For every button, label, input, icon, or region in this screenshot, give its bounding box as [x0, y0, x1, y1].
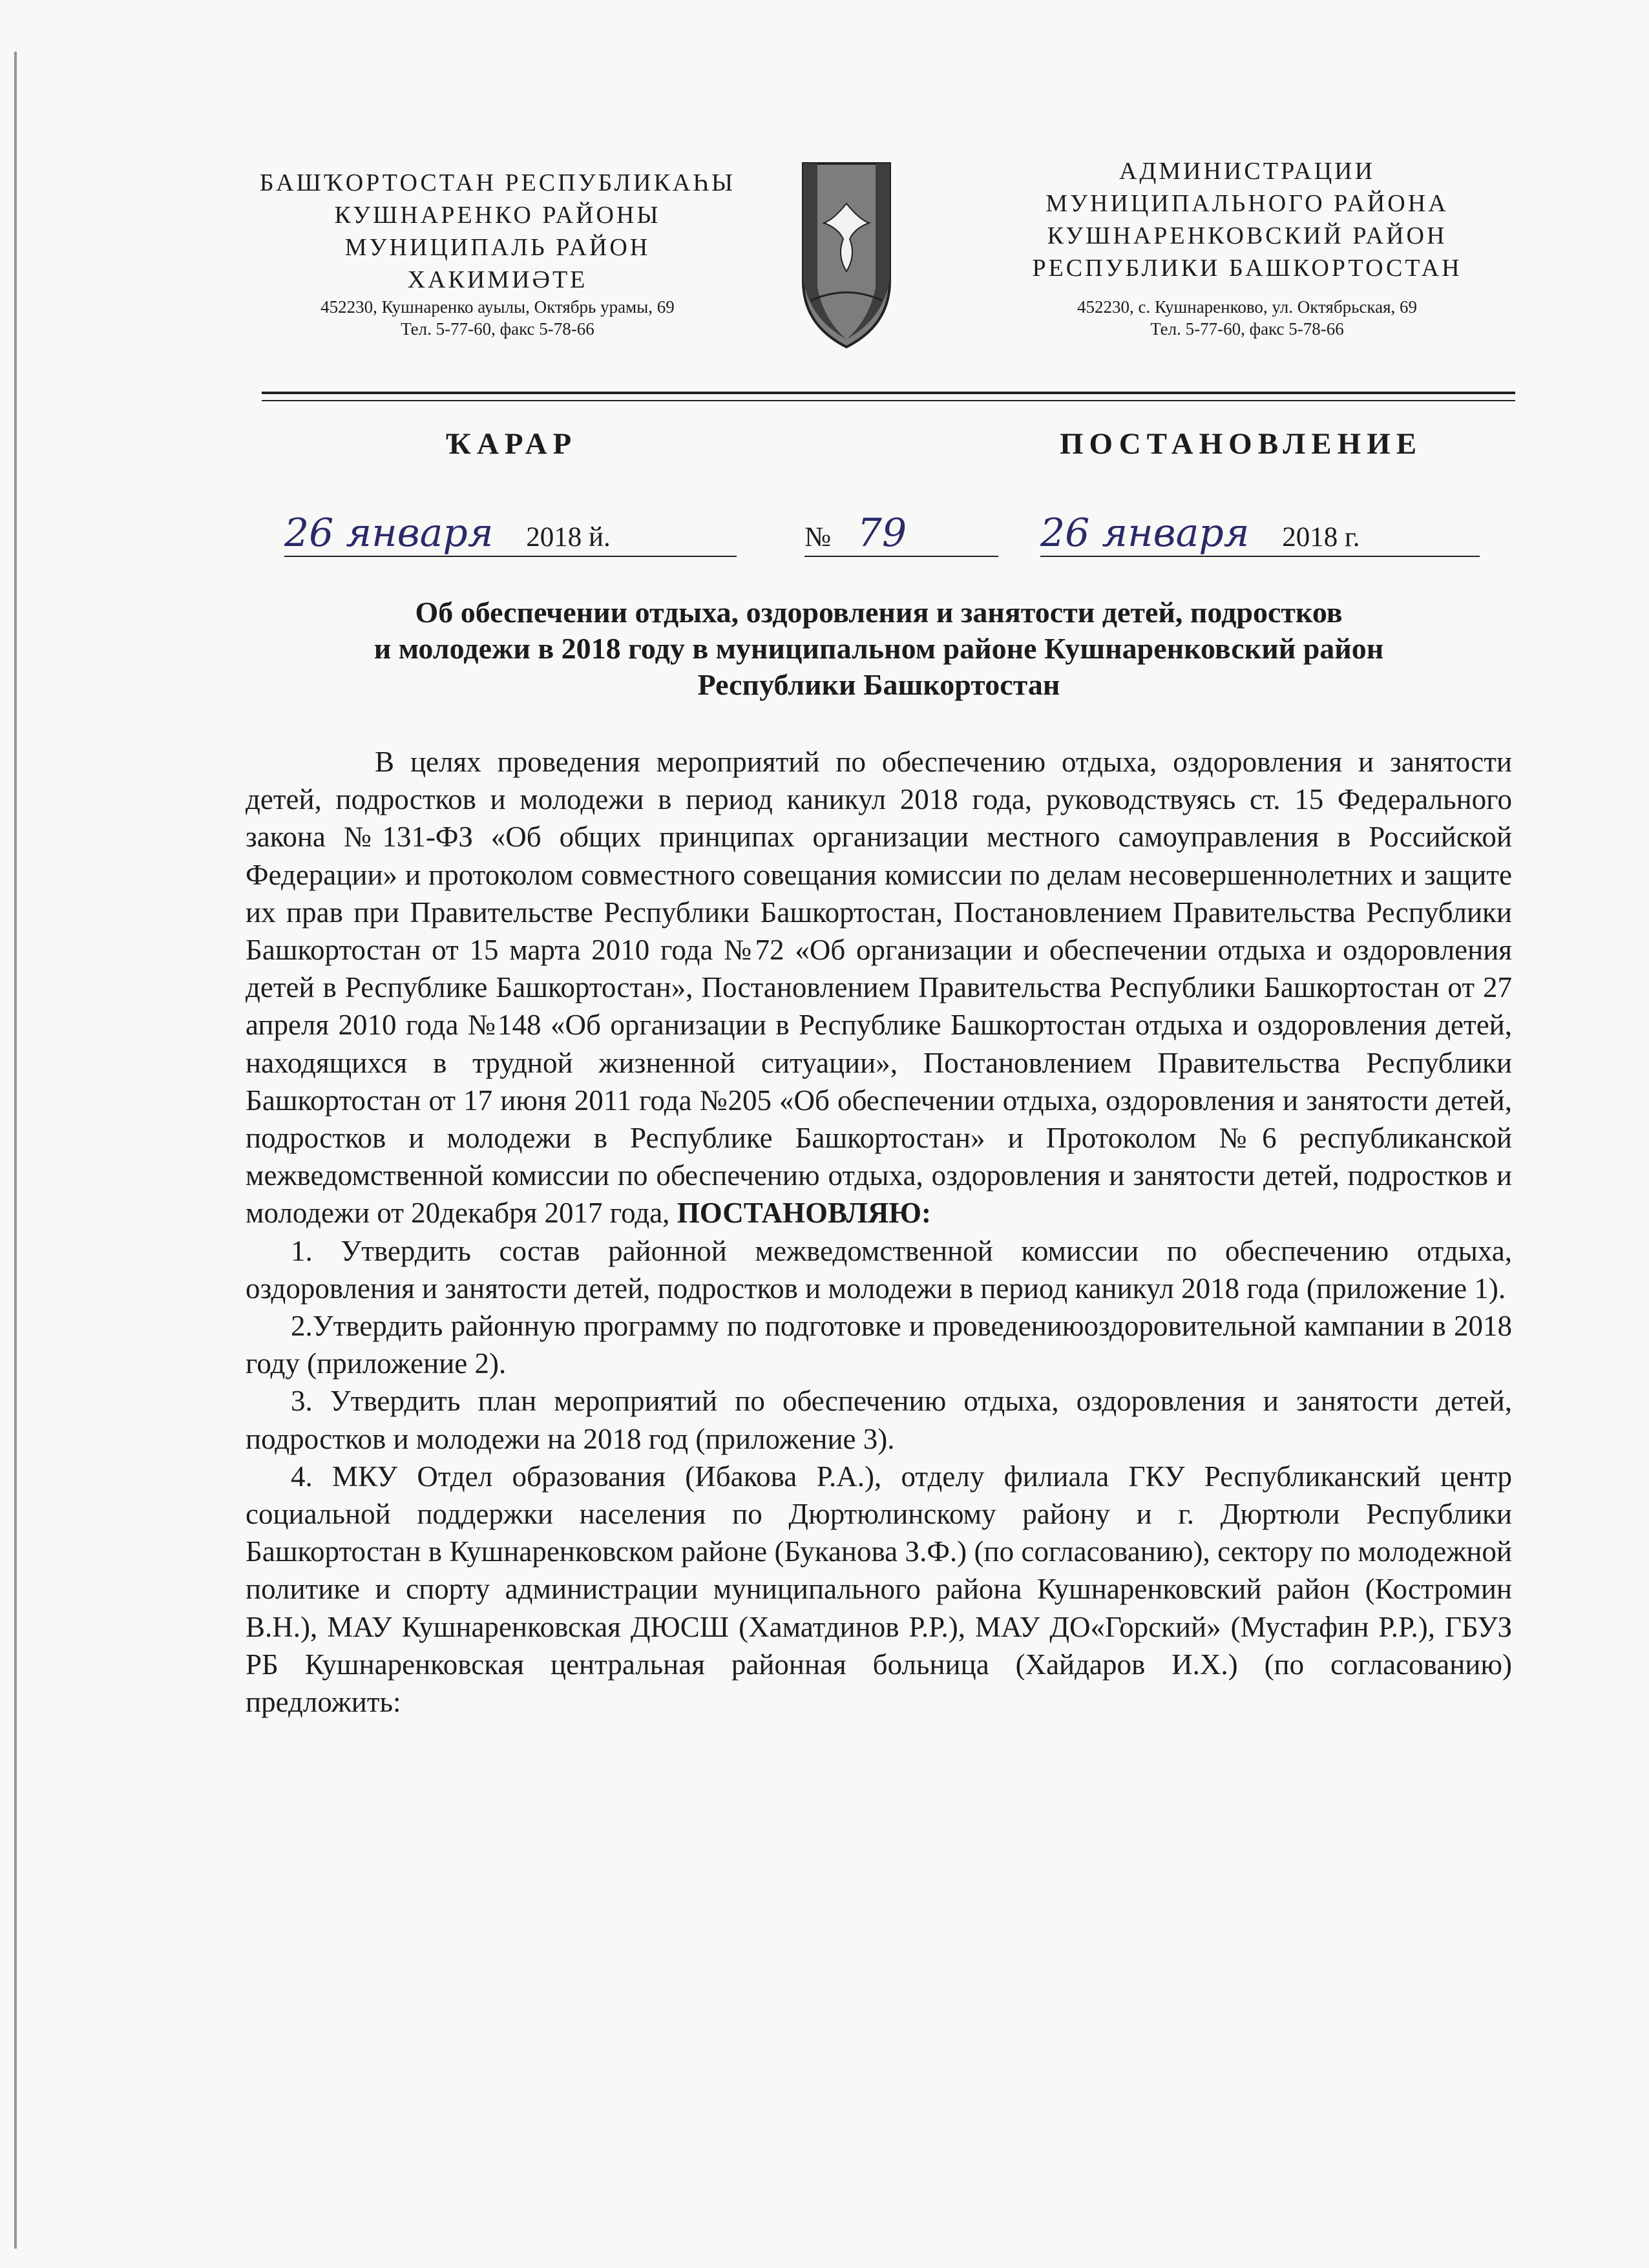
header-right-phone: Тел. 5-77-60, факс 5-78-66: [1150, 319, 1344, 339]
doc-number: [804, 510, 998, 557]
document-body: [246, 743, 1512, 1721]
date-right-handwritten: 26 января: [1040, 510, 1250, 556]
title-line3: Республики Башкортостан: [697, 668, 1060, 701]
header-right-block: [956, 155, 1538, 340]
title-line2: и молодежи в 2018 году в муниципальном районе Кушнаренковский район: [373, 632, 1384, 665]
header-left-line1: БАШҠОРТОСТАН РЕСПУБЛИКАҺЫ: [259, 169, 736, 196]
item-1: 1. Утвердить состав районной межведомственной комиссии по обеспечению отдыха, оздоровления и занятости детей, подростков и молодежи в период каникул 2018 года (приложение 1).: [246, 1234, 1512, 1305]
header-right-line3: КУШНАРЕНКОВСКИЙ РАЙОН: [1047, 222, 1447, 249]
header-left-line4: ХАКИМИӘТЕ: [407, 266, 588, 293]
doc-type-russian: ПОСТАНОВЛЕНИЕ: [1060, 427, 1423, 461]
header-right-line1: АДМИНИСТРАЦИИ: [1119, 158, 1376, 185]
header-right-line2: МУНИЦИПАЛЬНОГО РАЙОНА: [1045, 190, 1449, 217]
header-left-address: 452230, Кушнаренко ауылы, Октябрь урамы, 69: [320, 297, 675, 317]
item-2: 2.Утвердить районную программу по подготовке и проведениюоздоровительной кампании в 2018 году (приложение 2).: [246, 1310, 1512, 1380]
header-divider-thick: [262, 392, 1515, 394]
header-right-line4: РЕСПУБЛИКИ БАШКОРТОСТАН: [1032, 255, 1462, 282]
date-left-handwritten: 26 января: [284, 510, 494, 556]
item-4: 4. МКУ Отдел образования (Ибакова Р.А.), отделу филиала ГКУ Республиканский центр социальной поддержки населения по Дюртюлинскому району и г. Дюртюли Республики Башкортостан в Кушнаренковском районе (Буканова З.Ф.) (по согласованию), сектору по молодежной политике и спорту администрации муниципального района Кушнаренковский район (Костромин В.Н.), МАУ Кушнаренковская ДЮСШ (Хаматдинов Р.Р.), МАУ ДО«Горский» (Мустафин Р.Р.), ГБУЗ РБ Кушнаренковская центральная районная больница (Хайдаров И.Х.) (по согласованию) предложить:: [246, 1460, 1512, 1719]
binding-edge: [14, 52, 17, 2249]
header-left-line2: КУШНАРЕНКО РАЙОНЫ: [334, 202, 661, 229]
date-left-year: 2018 й.: [526, 522, 611, 552]
resolve-word: ПОСТАНОВЛЯЮ:: [677, 1197, 931, 1230]
preamble-text: В целях проведения мероприятий по обеспечению отдыха, оздоровления и занятости детей, подростков и молодежи в период каникул 2018 года, руководствуясь ст. 15 Федерального закона №131-ФЗ «Об общих принципах организации местного самоуправления в Российской Федерации» и протоколом совместного совещания комиссии по делам несовершеннолетних и защите их прав при Правительстве Республики Башкортостан, Постановлением Правительства Республики Башкортостан от 15 марта 2010 года №72 «Об организации и обеспечении отдыха и оздоровления детей в Республике Башкортостан», Постановлением Правительства Республики Башкортостан от 27 апреля 2010 года №148 «Об организации в Республике Башкортостан отдыха и оздоровления детей, находящихся в трудной жизненной ситуации», Постановлением Правительства Республики Башкортостан от 17 июня 2011 года №205 «Об обеспечении отдыха, оздоровления и занятости детей, подростков и молодежи в Республике Башкортостан» и Протоколом №6 республиканской межведомственной комиссии по обеспечению отдыха, оздоровления и занятости детей, подростков и молодежи от 20декабря 2017 года,: [246, 746, 1512, 1230]
number-handwritten: 79: [857, 510, 907, 556]
doc-type-bashkir: ҠАРАР: [446, 427, 578, 461]
number-label: №: [804, 522, 832, 552]
title-line1: Об обеспечении отдыха, оздоровления и занятости детей, подростков: [415, 596, 1343, 629]
header-divider-thin: [262, 400, 1515, 401]
header-left-line3: МУНИЦИПАЛЬ РАЙОН: [344, 234, 651, 261]
header-left-block: [246, 167, 750, 340]
date-right-year: 2018 г.: [1282, 522, 1360, 552]
district-emblem-icon: [798, 158, 895, 352]
item-3: 3. Утвердить план мероприятий по обеспечению отдыха, оздоровления и занятости детей, подростков и молодежи на 2018 год (приложение 3).: [246, 1385, 1512, 1455]
header-right-address: 452230, с. Кушнаренково, ул. Октябрьская, 69: [1077, 297, 1417, 317]
header-left-phone: Тел. 5-77-60, факс 5-78-66: [401, 319, 594, 339]
date-right: [1040, 510, 1480, 557]
document-title: [246, 594, 1512, 703]
preamble-paragraph: [246, 743, 1512, 1232]
date-left: [284, 510, 737, 557]
